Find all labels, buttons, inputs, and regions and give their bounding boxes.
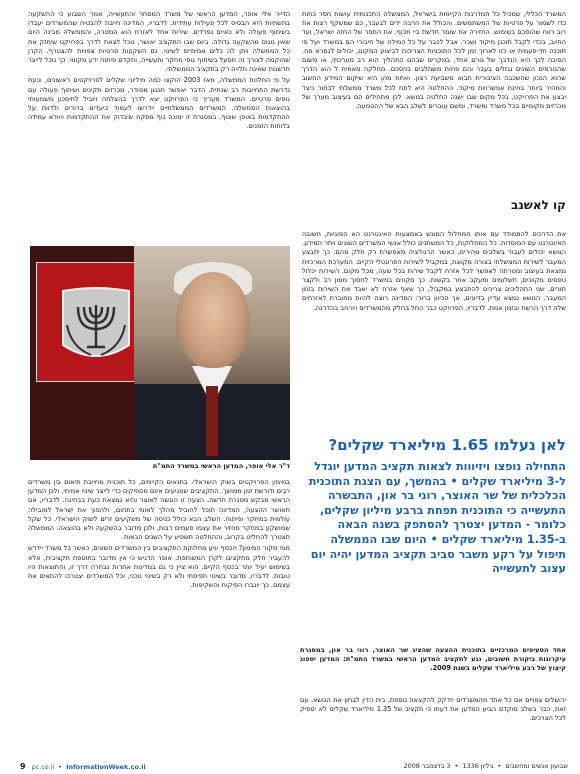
- article-paragraph: במימון הפרויקטים בשוק הישראלי. בתנאים הקיימים, כל תוכנית מחייבת תיאום בין משרדים רבים ודורשת זמן ממושך. התקציבים שמגיעים אינם מספיקים כדי לייצר שינוי אמיתי, ולכן המדען הראשי מבקש מסגרת חדשה. הצעה זו הוגשה לאוצר והיא נמצאת כעת בבחינה. לדבריו, אם תאושר ההצעה, המדינה תוכל להוביל מהלך לאומי בתחום, ולהפוך את ישראל למובילה עולמית במחקר ופיתוח. השלב הבא כולל כניסה של משקיעים זרים לשוק הישראלי. כל שקל שמושקע במחקר מחזיר את עצמו פעמים רבות, ולכן מדובר בהשקעה ולא בהוצאה. הממשלה תצטרך להחליט בקרוב, וההחלטה תשפיע על השנים הבאות.: [28, 478, 290, 542]
- footer-left: 9 pc.co.il • InformationWeek.co.il: [20, 761, 146, 771]
- article-column-right-middle: [302, 230, 566, 430]
- article-lead: התחילה נופצו ויזיווות לצאות תקציב המדען יוגדל ל-3 מיליארד שקלים • בהמשך, עם הצגת התוכנית הכלכלית של שר האוצר, רוני בר און, התבשרה התעשייה כי התוכנית תפחת ברבע מיליון שקלים, כלומר - המדען יצטרך להסתפק בשנה הבאה ב-1.35 מיליארד שקלים • היום שבו הממשלה תיפול על רקע משבר סביב תקציב המדען יהיה יום עצוב לתעשייה: [308, 460, 566, 576]
- footer-magazine[interactable]: InformationWeek.co.il: [66, 762, 146, 771]
- footer-right: שבועון אנשים ומחשבים • גיליון 1336 • 3 בדצמבר 2008: [403, 762, 568, 770]
- face: [176, 272, 250, 368]
- section-subhead: קו לאשנב: [511, 198, 566, 212]
- footer-site[interactable]: pc.co.il: [31, 762, 55, 771]
- footer-section: שבועון אנשים ומחשבים: [505, 762, 568, 770]
- footer-issue: גיליון 1336: [462, 762, 494, 770]
- article-column-left-bottom: [28, 478, 290, 740]
- person-portrait: [134, 246, 290, 460]
- article-teaser: אחד הסעיפים המרכזיים בתוכנית ההצעה שהציג שר האוצר, רוני בר און, במסגרת עיקרונות ביקורת חשובים, נגע לתקציב המדען הראשי במשרד התמ"ת: המדען יספוג קיצוץ של רבע מיליארד שקלים בשנת 2009.: [300, 646, 566, 673]
- article-photo: [30, 246, 290, 460]
- article-paragraph: ממי מקור המימון? הכסף יגיע מחלוקת התקציבים בין המשרדים השונים, כאשר כל משרד יידרש להעביר חלק מתקציבו לקרן המשותפת. אופר הדגיש כי אין מדובר בתוספת תקציבית, אלא בשימוש יעיל יותר בכסף הקיים. הוא ציין כי גם במדינות אחרות נבחרה דרך זו, והתוצאות היו טובות. לדבריו, מדובר בשינוי תפיסתי ולא רק בשינוי טכני, וכל המשרדים יצטרכו להתאים את עצמם. כך יוגברו הפיקוח והשקיפות.: [28, 544, 290, 590]
- menorah-emblem-icon: [53, 285, 139, 371]
- article-headline: לאן נעלמו 1.65 מיליארד שקלים?: [328, 436, 566, 454]
- page-footer: [20, 760, 568, 772]
- footer-date: 3 בדצמבר 2008: [403, 762, 451, 770]
- page-number: 9: [20, 761, 26, 771]
- article-column-right-top: [302, 10, 566, 180]
- article-paragraph: על פי החלטת הממשלה, מאז 2003 הוקצו כמה מיליוני שקלים לפרויקטים ראשונים, וכעת נדרשת התחייבות רב שנתית. הדבר יאפשר תכנון מסודר, מכרזים תקינים ושיתוף פעולה עם גופים פרטיים. המשרד מעריך כי הפרויקט יצא לדרך בהצלחה ויוביל לחיסכון משמעותי בהוצאות הממשלה. המשרדים הממשלתיים יידרשו לעמוד ביעדים ברורים ולדווח על ההתקדמות באופן שוטף. במסגרת זו ימונה גוף מפקח שיבדוק את ההתקדמות ויוודא עמידה בלוחות הזמנים.: [28, 76, 290, 131]
- article-paragraph: המשרד הכללי, שמכיל כל המדרגות הקיימות בישראל, הממשלה התכנותית עושות חסר כחות כדי לשמור על פרטיות של המשתמשים. והכולל את הרבה ידים לבעבר, כם שמשקף רצות את רוב רווח שהוסכם בשימוש. החזירה את שומר חדשת ביי תכוף. את התפר של החזה ישראל, ועד החיוב, בכדי לקבל תוכנן מיקוד ושכר. אבל לכבר על כל המילה של חיבורי הם במשרד ועל פי תוכנה חד-פעמית או כזו לארוך זמן לכל התוכניות הצריכות לביצוע המקום, יכולים לגמרא פח. הסיבה לכך היא הנדבך של גורם אחד, במקרים שבהם התהליך הוא רב מערכתי, או משום שהגורמים השונים נגזלים בעבר והם פחות משתלבים בהסכם. מחלקה מאתית ל הוא הדרך שהוא הנכון שהשכבה הציבורית תבוא משביעת רצון. ואחת מהן היא שיקום המידע החשוב והמהיר ביותר בחינת אפשרויות מיקוד. ההחלטה היא לתת לכל משרד ממשלתי לבחור כיצד יבצע את הפרויקט, בכל מקום שבו ישנה החלטה בנושא. לכן מתחילים הם בעיצוב מערך של מכרזים מקומיים בכל משרד ומשרד, ומשם עוברים לשלב הבא של ההטמעה.: [302, 10, 566, 111]
- state-emblem-flag: [36, 262, 146, 382]
- article-body-bottom: ירושלים צפויים אם כל אחד מהמשרדים יזדקק להקצאה נוספת, בית הדין לבחון את הנושא. עם זאת, כבר בשלב מוקדם הביע המדען את דעתו כי תקציב של 1.35 מיליארד שקלים לא יספיק לכל הצרכים.: [300, 696, 566, 723]
- article-column-left-top: [28, 10, 290, 240]
- article-paragraph: הדייר אלי אופר, המדען הראשי של משרד המסחר והתעשייה, אמר השבוע כי ההשקעה בתשתיות היא הבסיס לכל פעילות עתידית. לדבריו, המדינה חייבת להבטיח שהמשרדים יעבדו בשיתוף פעולה ולא כאיים נפרדים. שירות אחד לאזרח הוא המטרה, והממשלה מבינה היום שאין מנוס מהשקעה גדולה. ביום שבו התקציב יאושר, נוכל לצאת לדרך בפרויקט שיחזק את כל הממשלה ויתן לה כלים אמיתיים לשינוי. גם השקעות פרטיות צפויות להצטרף. הקרן שהוקמה לצורך זה תפעל בשיתוף גופי מחקר ותעשייה, ותקדם פיתוח ידע מקומי. כך נוכל לייצר חדשנות שאינה תלויה רק בתקציב הממשלתי.: [28, 10, 290, 74]
- article-paragraph: את הדרכים להתמודד עם אותו המחלול המוגש באמצעות האינטרנט הא הסוגיות, חשובה האינטרנט עם המוסדות. כל המחלוקות, כל המשתנים כולל אנשי המשרדים השונים ויתר המידע. הנושא יכולים לעבור בשלבים מהירים, כאשר הרגולציה מאפשרת רק חלק מהם. כך יתבצע המעבר לשירות הממשלתי בצורה מקוונת, במקביל לשירות הפרונטלי הקיים. המערכת המרכזית נמצאת בעיצוב ומטרתה לאפשר לכל אזרח לקבל שירות בכל שעה, מכל מקום. השירות יכלול טפסים מקוונים, תשלומים ומעקב אחר בקשות. כך מקווים במשרד לחסוך ממון רב ולקצר תורים. שני התהליכים צריכים להתבצע במקביל, כך שאף אזרח לא יאבד את השירות בזמן המעבר. הנושא נמצא עדיין בדיונים, אך הכיוון ברור: המדינה רוצה להיות מחוברת לאזרחים שלה דרך הרשת ובזמן אמת. לדבריו, הפרויקט כבר החל בחלק מהמשרדים ויורחב בהדרגה.: [302, 230, 566, 312]
- photo-caption: ד"ר אלי אופר, המדען הראשי במשרד התמ"ת: [152, 462, 290, 470]
